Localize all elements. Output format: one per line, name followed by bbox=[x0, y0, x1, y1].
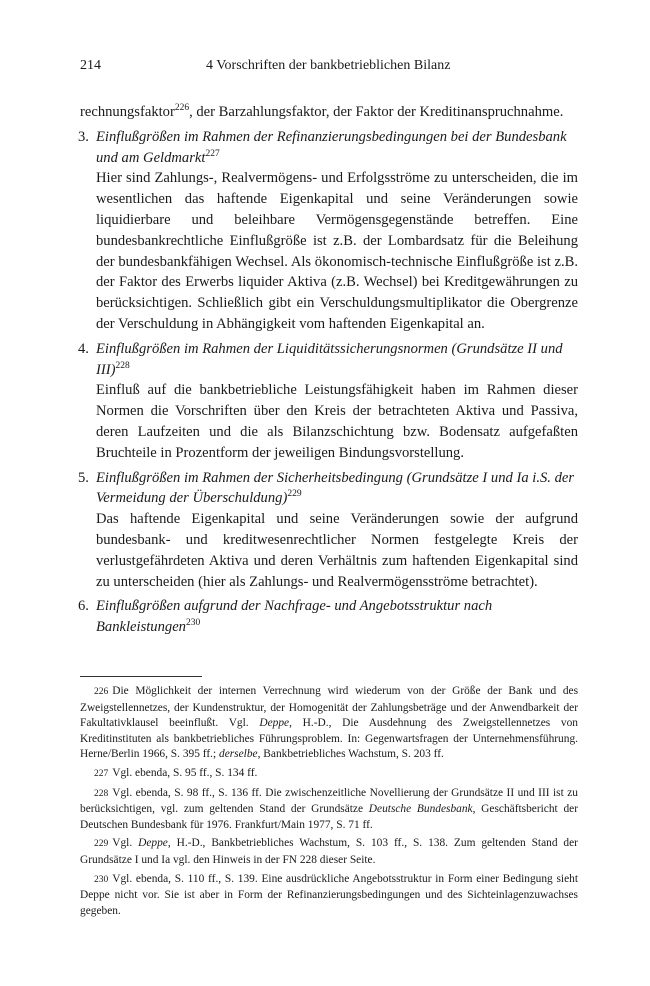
page-number: 214 bbox=[80, 58, 101, 73]
footnote-227: 227 Vgl. ebenda, S. 95 ff., S. 134 ff. bbox=[94, 766, 258, 779]
footnote-ref-229: 229 bbox=[287, 489, 302, 500]
item-text: Einfluß auf die bankbetriebliche Leistungsfähigkeit haben im Rahmen dieser Normen die Vorschriften über den Kreis der betrachteten Aktiva und Passiva, deren Laufzeiten und die als Bilanzschichtung bzw. Bodensatz aufgefaßten Bruchteile in Prozentform der jeweiligen Bindungsvorstellung. bbox=[96, 382, 578, 461]
chapter-title: 4 Vorschriften der bankbetrieblichen Bilanz bbox=[206, 58, 451, 73]
footnote-ref-227: 227 bbox=[205, 148, 220, 159]
footnote-226: 226 Die Möglichkeit der internen Verrechnung wird wiederum von der Größe der Bank und des Zweigstellennetzes, der Kundenstruktur, der Homogenität der Zahlungsbeträge und der Anwendbarkeit der Fakultativklausel beeinflußt. Vgl. Deppe, H.-D., Die Ausdehnung des Zweigstellennetzes von Kreditinstituten als bankbetriebliches Führungsproblem. In: Gegenwartsfragen der Unternehmensführung. Herne/Berlin 1966, S. 395 ff.; derselbe, Bankbetriebliches Wachstum, S. 203 ff. bbox=[80, 685, 578, 761]
footnotes bbox=[80, 684, 578, 922]
item-heading: Einflußgrößen im Rahmen der Sicherheitsbedingung (Grundsätze I und Ia i.S. der Vermeidung der Überschuldung)$^{229}$ bbox=[96, 469, 575, 507]
list-item-3 bbox=[80, 127, 578, 335]
item-number: 6. bbox=[78, 598, 89, 615]
item-number: 5. bbox=[78, 469, 89, 486]
running-header bbox=[80, 58, 580, 78]
item-heading: Einflußgrößen aufgrund der Nachfrage- und Angebotsstruktur nach Bankleistungen$^{230}$ bbox=[96, 598, 493, 636]
footnote-230: 230 Vgl. ebenda, S. 110 ff., S. 139. Eine ausdrückliche Angebotsstruktur in Form einer Bedingung sieht Deppe nicht vor. Sie ist aber in Form der Refinanzierungsbedingungen und des Sichteinlagenzuwachses gegeben. bbox=[80, 872, 578, 917]
item-heading: Einflußgrößen im Rahmen der Liquiditätssicherungsnormen (Grundsätze II und III)$^{228}$ bbox=[96, 340, 563, 378]
footnote-ref-228: 228 bbox=[115, 360, 130, 371]
item-number: 4. bbox=[78, 340, 89, 357]
item-text: Hier sind Zahlungs-, Realvermögens- und Erfolgsströme zu unterscheiden, die im wesentlichen das haftende Eigenkapital und seine Veränderungen sowie liquidierbare und beleihbare Vermögensgegenstände betreffen. Eine bundesbankrechtliche Einflußgröße ist z.B. der Lombardsatz für die Beleihung der bundesbankfähigen Wechsel. Als ökonomisch-technische Einflußgröße ist z.B. der Faktor des Erwerbs liquider Aktiva (z.B. Wechsel) bei Kreditgewährungen zu berücksichtigen. Schließlich gibt ein Verschuldungsmultiplikator die Obergrenze der Verschuldung in Abhängigkeit vom haftenden Eigenkapital an. bbox=[96, 170, 578, 332]
item-heading: Einflußgrößen im Rahmen der Refinanzierungsbedingungen bei der Bundesbank und am Geldmarkt$^{227}$ bbox=[96, 128, 567, 166]
footnote-228: 228 Vgl. ebenda, S. 98 ff., S. 136 ff. Die zwischenzeitliche Novellierung der Grundsätze II und III ist zu berücksichtigen, vgl. zum geltenden Stand der Grundsätze Deutsche Bundesbank, Geschäftsbericht der Deutschen Bundesbank für 1976. Frankfurt/Main 1977, S. 71 ff. bbox=[80, 786, 578, 831]
list-item-6 bbox=[80, 596, 578, 638]
continuation-paragraph: rechnungsfaktor$^{226}$, der Barzahlungsfaktor, der Faktor der Kreditinanspruchnahme. bbox=[80, 103, 564, 120]
footnote-ref-230: 230 bbox=[185, 618, 201, 629]
list-item-4 bbox=[80, 339, 578, 464]
list-item-5 bbox=[80, 468, 578, 593]
item-number: 3. bbox=[78, 128, 89, 145]
main-text bbox=[80, 102, 578, 638]
footnote-229: 229 Vgl. Deppe, H.-D., Bankbetriebliches Wachstum, S. 103 ff., S. 138. Zum geltenden Stand der Grundsätze I und Ia vgl. den Hinweis in der FN 228 dieser Seite. bbox=[80, 837, 578, 866]
footnote-ref-226: 226 bbox=[174, 103, 190, 113]
item-text: Das haftende Eigenkapital und seine Veränderungen sowie der aufgrund bundesbank- und kreditwesenrechtlicher Normen festgelegte Kreis der verlustgefährdeten Aktiva und deren Verhältnis zum haftenden Eigenkapital sind zu unterscheiden (hier als Zahlungs- und Realvermögensströme betrachtet). bbox=[96, 511, 578, 590]
footnote-divider bbox=[80, 676, 202, 677]
